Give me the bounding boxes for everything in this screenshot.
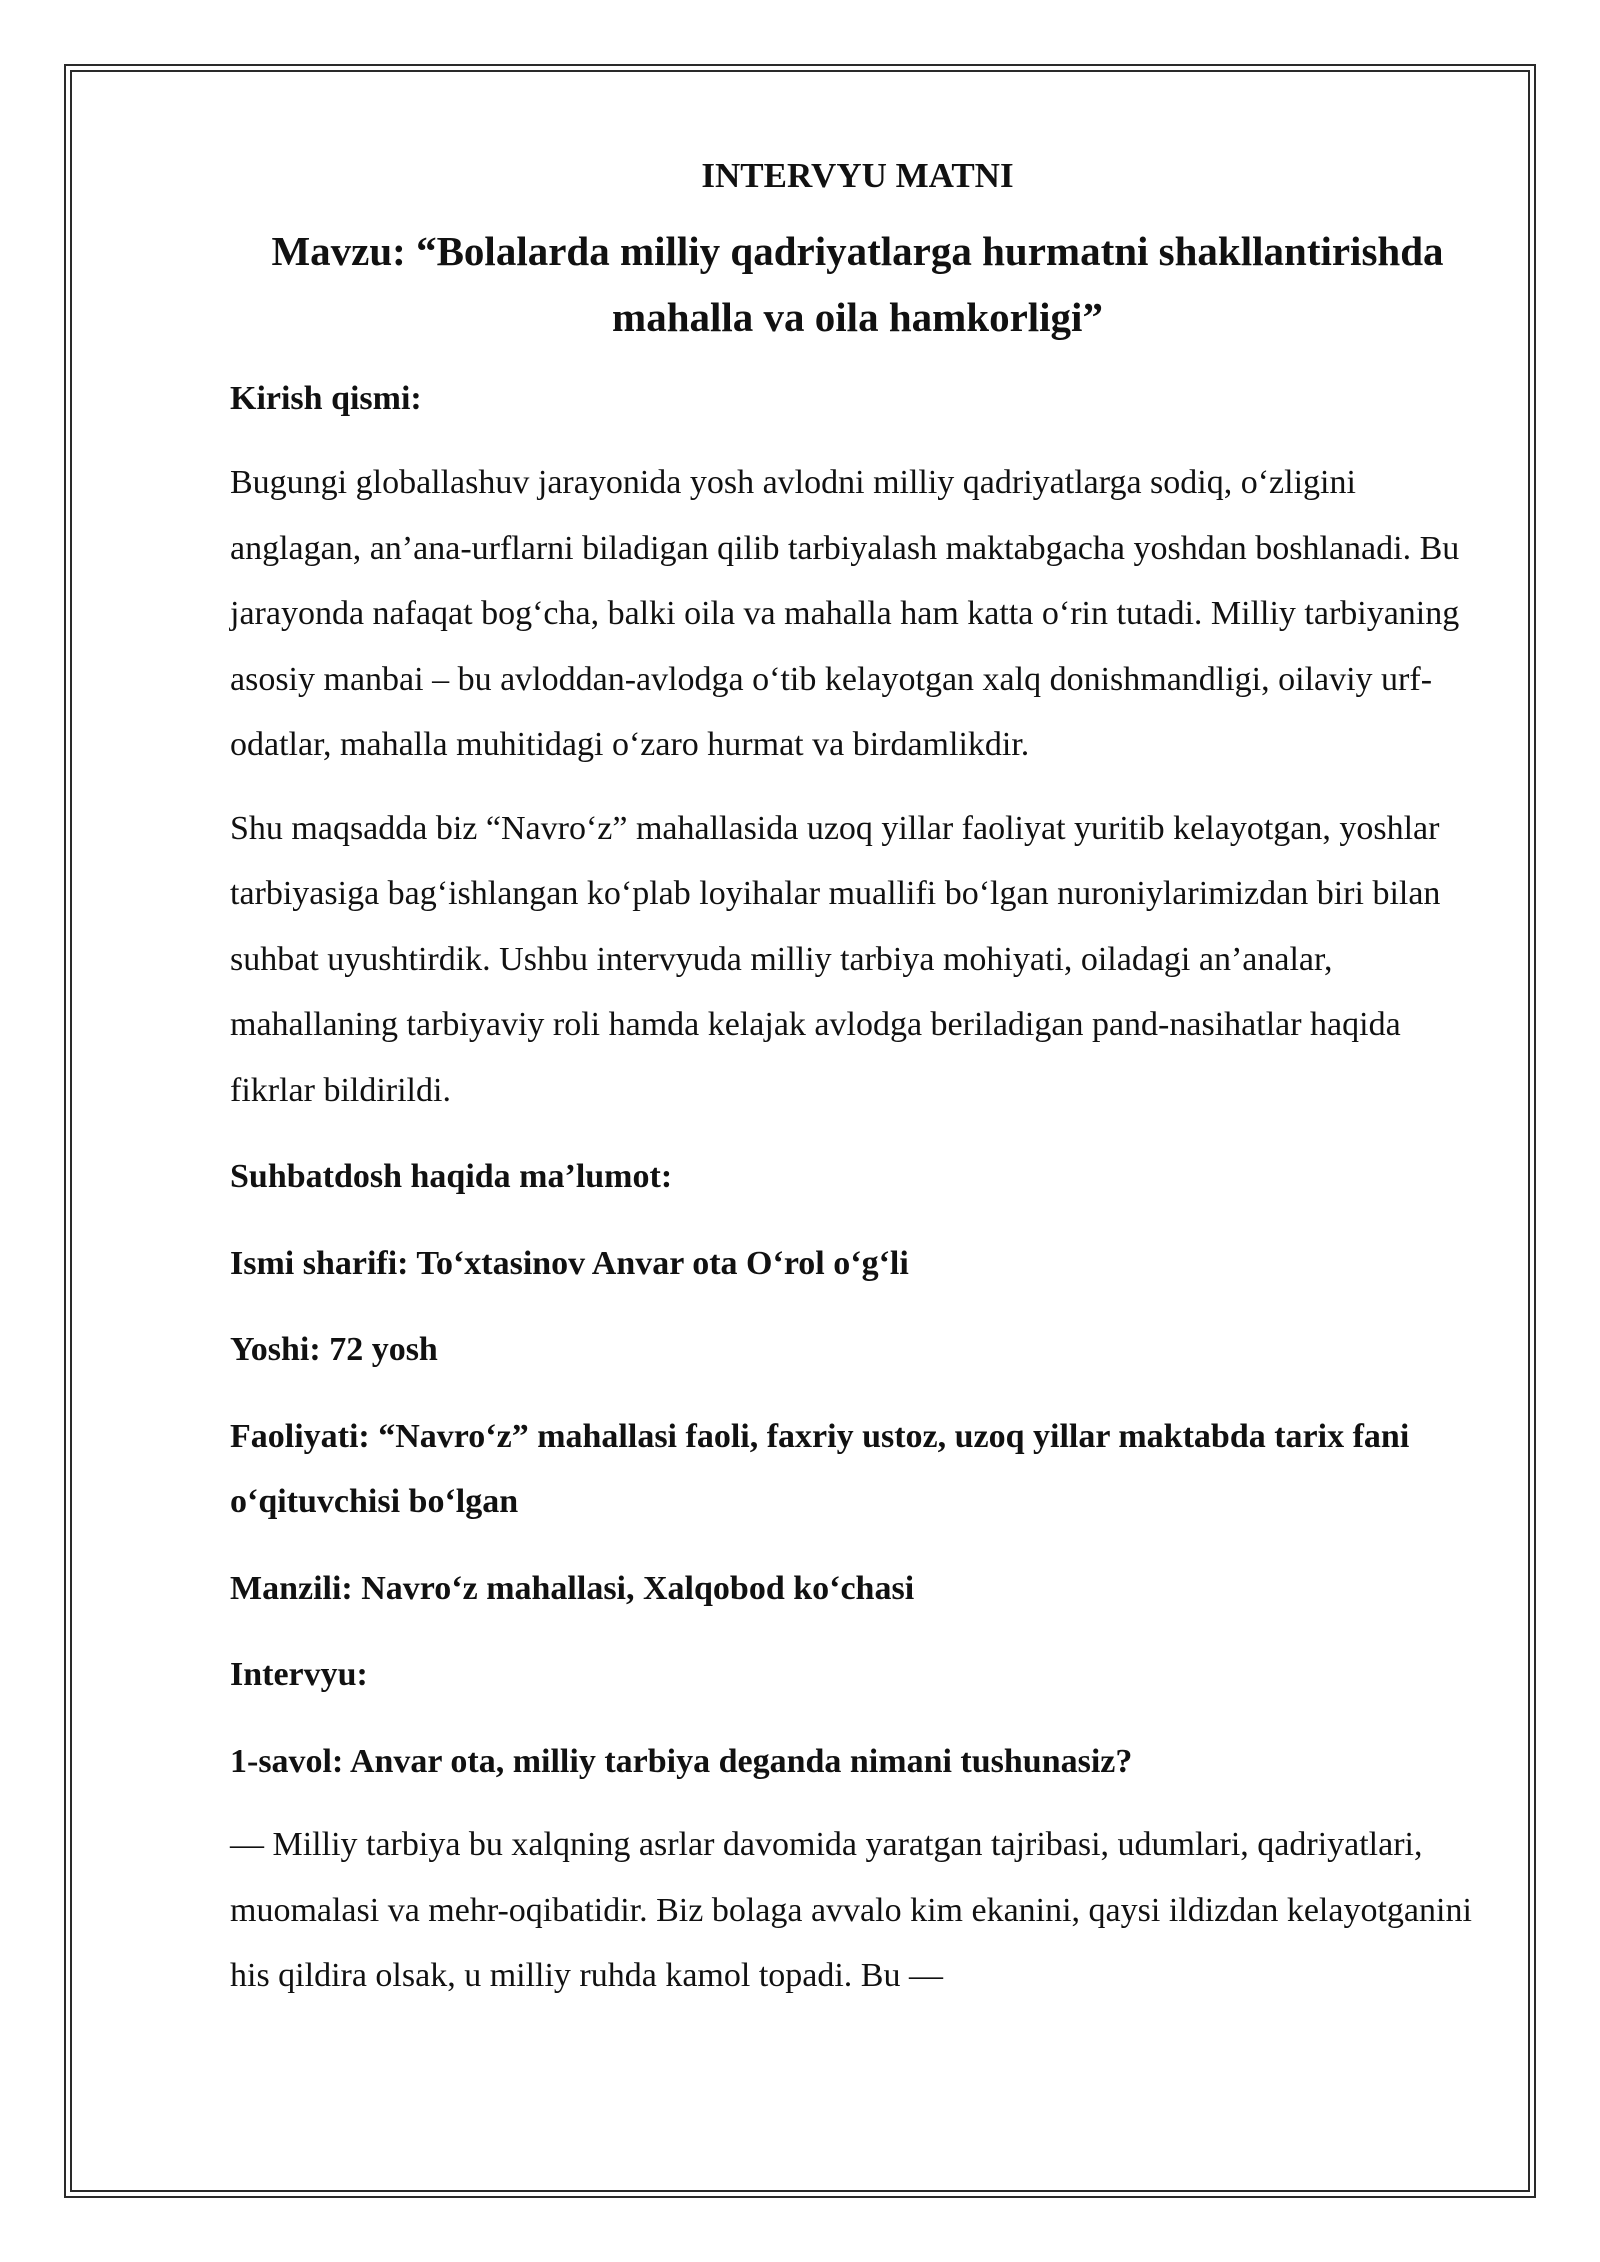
question-1: 1-savol: Anvar ota, milliy tarbiya deganda nimani tushunasiz? <box>230 1742 1133 1780</box>
interview-heading: Intervyu: <box>230 1656 368 1693</box>
document-body <box>230 148 1485 2009</box>
intro-paragraph-2: Shu maqsadda biz “Navro‘z” mahallasida uzoq yillar faoliyat yuritib kelayotgan, yoshlar tarbiyasiga bag‘ishlangan ko‘plab loyihalar muallifi bo‘lgan nuroniylarimizdan biri bilan suhbat uyushtirdik. Ushbu intervyuda milliy tarbiya mohiyati, oiladagi an’analar, mahallaning tarbiyaviy roli hamda kelajak avlodga beriladigan pand-nasihatlar haqida fikrlar bildirildi. <box>230 809 1441 1109</box>
about-activity: Faoliyati: “Navro‘z” mahallasi faoli, faxriy ustoz, uzoq yillar maktabda tarix fani o‘qituvchisi bo‘lgan <box>230 1417 1410 1520</box>
about-heading: Suhbatdosh haqida ma’lumot: <box>230 1158 673 1195</box>
answer-1: — Milliy tarbiya bu xalqning asrlar davomida yaratgan tajribasi, udumlari, qadriyatlari, muomalasi va mehr-oqibatidir. Biz bolaga avvalo kim ekanini, qaysi ildizdan kelayotganini his qildira olsak, u milliy ruhda kamol topadi. Bu — <box>230 1826 1472 1994</box>
document-title: INTERVYU MATNI <box>701 156 1014 195</box>
intro-paragraph-1: Bugungi globallashuv jarayonida yosh avlodni milliy qadriyatlarga sodiq, o‘zligini anglagan, an’ana-urflarni biladigan qilib tarbiyalash maktabgacha yoshdan boshlanadi. Bu jarayonda nafaqat bog‘cha, balki oila va mahalla ham katta o‘rin tutadi. Milliy tarbiyaning asosiy manbai – bu avloddan-avlodga o‘tib kelayotgan xalq donishmandligi, oilaviy urf-odatlar, mahalla muhitidagi o‘zaro hurmat va birdamlikdir. <box>230 464 1460 763</box>
document-topic: Mavzu: “Bolalarda milliy qadriyatlarga hurmatni shakllantirishda mahalla va oila hamkorligi” <box>271 228 1444 340</box>
about-name: Ismi sharifi: To‘xtasinov Anvar ota O‘rol o‘g‘li <box>230 1244 909 1282</box>
about-age: Yoshi: 72 yosh <box>230 1331 438 1368</box>
intro-heading: Kirish qismi: <box>230 380 422 417</box>
about-address: Manzili: Navro‘z mahallasi, Xalqobod ko‘chasi <box>230 1569 915 1607</box>
